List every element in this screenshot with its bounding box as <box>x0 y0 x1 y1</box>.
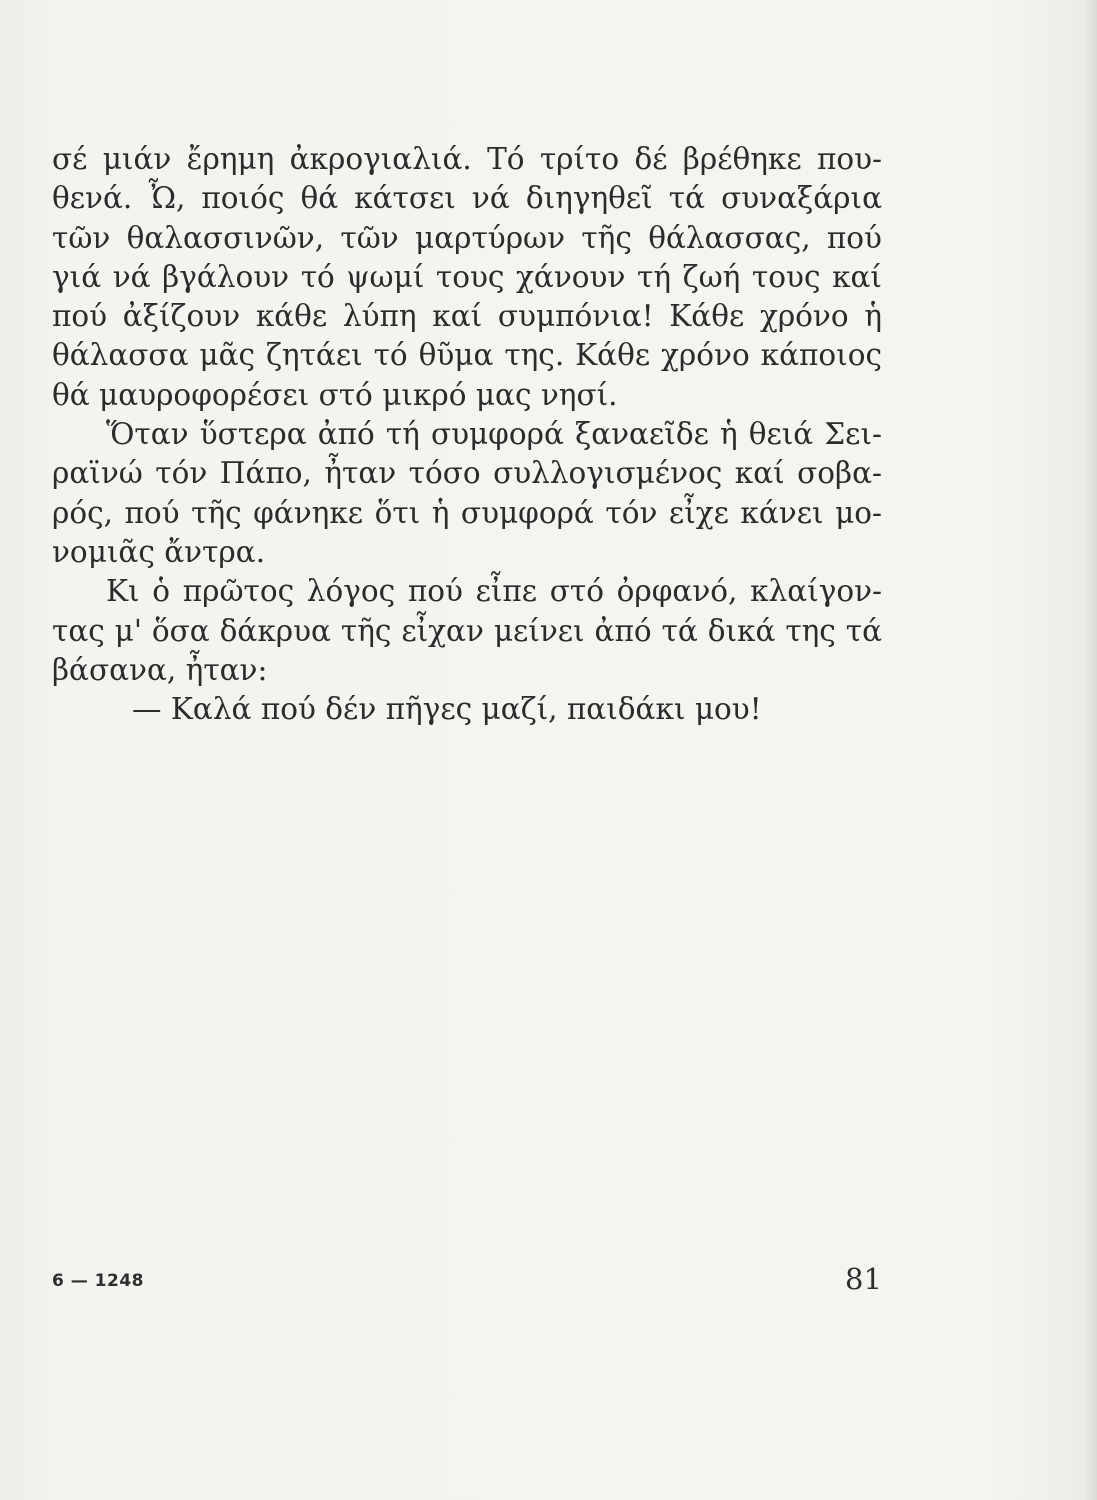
body-text <box>52 140 882 729</box>
text-line: θάλασσα μᾶς ζητάει τό θῦμα της. Κάθε χρόνο κάποιος <box>52 338 882 373</box>
text-line: σέ μιάν ἔρημη ἀκρογιαλιά. Τό τρίτο δέ βρέθηκε που- <box>52 142 882 176</box>
text-line: θενά. Ὦ, ποιός θά κάτσει νά διηγηθεῖ τά συναξάρια <box>52 181 882 216</box>
text-line: Ὅταν ὕστερα ἀπό τή συμφορά ξαναεῖδε ἡ θειά Σει- <box>106 417 882 452</box>
text-line: ραϊνώ τόν Πάπο, ἦταν τόσο συλλογισμένος καί σοβα- <box>52 456 882 491</box>
text-line: τας μ' ὅσα δάκρυα τῆς εἶχαν μείνει ἀπό τά δικά της τά <box>52 613 882 648</box>
text-line: γιά νά βγάλουν τό ψωμί τους χάνουν τή ζωή τους καί <box>52 259 882 294</box>
page-number: 81 <box>845 1262 882 1296</box>
text-line: ρός, πού τῆς φάνηκε ὅτι ἡ συμφορά τόν εἶχε κάνει μο- <box>52 495 882 530</box>
text-line: Κι ὁ πρῶτος λόγος πού εἶπε στό ὀρφανό, κλαίγον- <box>106 574 882 609</box>
page-edge-shadow <box>1083 0 1097 1500</box>
printer-signature: 6 — 1248 <box>52 1271 144 1291</box>
text-line: νομιᾶς ἄντρα. <box>52 534 266 569</box>
text-line: πού ἀξίζουν κάθε λύπη καί συμπόνια! Κάθε χρόνο ἡ <box>52 299 882 334</box>
text-line: θά μαυροφορέσει στό μικρό μας νησί. <box>52 377 618 412</box>
text-line: τῶν θαλασσινῶν, τῶν μαρτύρων τῆς θάλασσας, πού <box>52 220 882 255</box>
text-line: βάσανα, ἦταν: <box>52 652 268 687</box>
dialogue-line: — Καλά πού δέν πῆγες μαζί, παιδάκι μου! <box>132 692 762 727</box>
